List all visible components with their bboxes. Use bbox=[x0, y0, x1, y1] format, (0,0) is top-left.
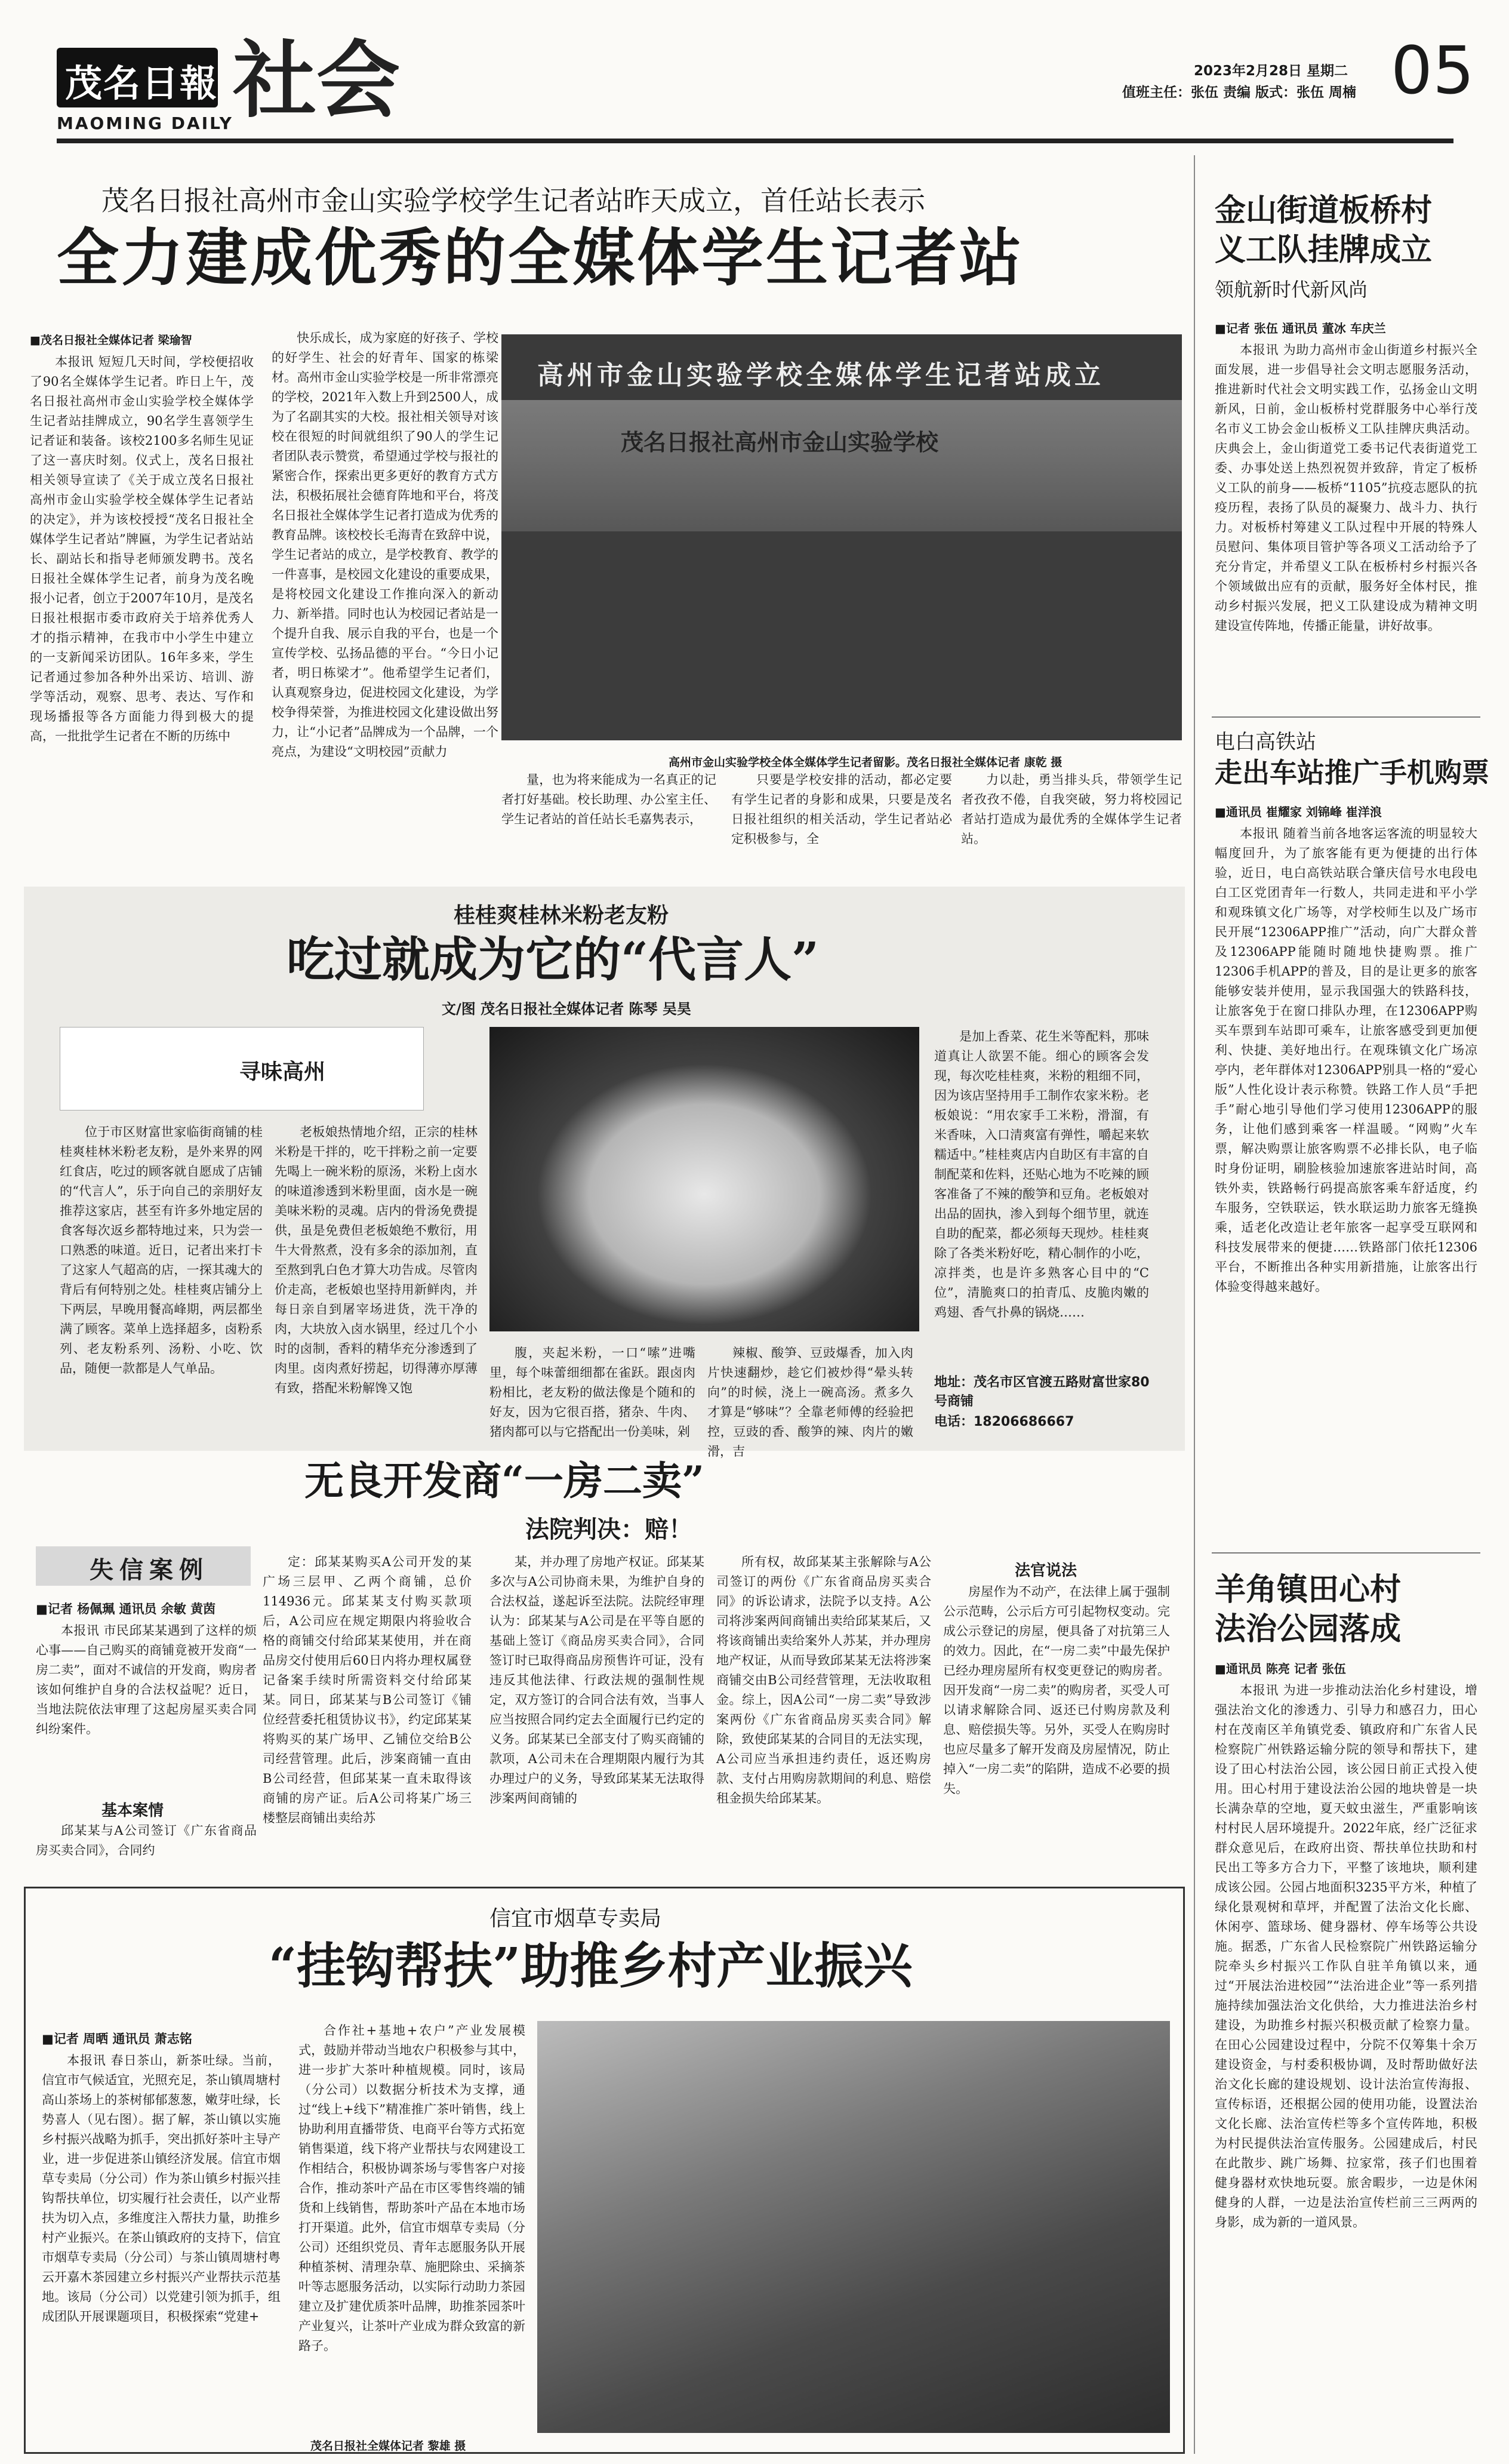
right-divider-1 bbox=[1212, 716, 1480, 718]
court-headline: 无良开发商“一房二卖” bbox=[304, 1457, 704, 1504]
court-column-4: 所有权，故邱某某主张解除与A公司签订的两份《广东省商品房买卖合同》的诉讼请求，法院予以支持。A公司将涉案两间商铺出卖给邱某某后，又将该商铺出卖给案外人苏某，并办理房地产权证，从而导致邱某某无法将涉案商铺交由B公司经营管理，无法收取租金。综上，因A公司“一房二卖”导致涉案两份《广东省商品房买卖合同》解除，致使邱某某的合同目的无法实现，A公司应当承担违约责任，返还购房款、支付占用购房款期间的利息、赔偿租金损失给邱某某。 bbox=[716, 1555, 931, 1805]
right-text-2: 本报讯 随着当前各地客运客流的明显较大幅度回升，为了旅客能有更为便捷的出行体验，近日，电白高铁站联合肇庆信号水电段电白工区党团青年一行数人，共同走进和平小学和观珠镇文化广场等，对学校师生以及广场市民开展“12306APP推广”活动，向广大群众普及12306APP能随时随地快捷购票。推广12306手机APP的普及，目的是让更多的旅客能够安装并使用，显示我国强大的铁路科技，让旅客免于在窗口排队办理，在12306APP购买车票到车站即可乘车，让旅客感受到更加便利、快捷、美好地出行。在观珠镇文化广场凉亭内，老年群体对12306APP别具一格的“爱心版”人性化设计表示称赞。铁路工作人员“手把手”耐心地引导他们学习使用12306APP的服务，让他们感到乘客一样温暖。“网购”火车票，解决购票让旅客购票不必排长队，电子临时身份证明，刷脸核验加速旅客进站时间，高铁外卖，铁路畅行码提高旅客乘车舒适度，约车服务，空铁联运，铁水联运助力旅客无缝换乘，适老化改造让老年旅客一起享受互联网和科技发展带来的便捷……铁路部门依托12306平台，不断推出各种实用新措施，让旅客出行体验变得越来越好。 bbox=[1215, 826, 1477, 1294]
tobacco-byline: ■记者 周晒 通讯员 萧志铭 bbox=[42, 2032, 192, 2046]
right-byline-3: ■通讯员 陈亮 记者 张伍 bbox=[1215, 1662, 1346, 1676]
court-subhead: 法院判决：赔！ bbox=[525, 1516, 692, 1543]
right-headline-1: 金山街道板桥村 义工队挂牌成立 bbox=[1215, 192, 1433, 268]
section-title: 社会 bbox=[233, 32, 401, 130]
court-column-2: 定：邱某某购买A公司开发的某广场三层甲、乙两个商铺，总价114936元。邱某某支付购买款项后，A公司应在规定期限内将验收合格的商铺交付给邱某某使用，并在商品房交付使用后60日内将办理权属登记备案手续时所需资料交付给邱某某。同日，邱某某与B公司签订《铺位经营委托租赁协议书》，约定邱某某将购买的某广场甲、乙铺位交给B公司经营管理。此后，涉案商铺一直由B公司经营，但邱某某一直未取得该商铺的房产证。后A公司将某广场三楼整层商铺出卖给苏 bbox=[263, 1555, 472, 1825]
photo-banner-text: 高州市金山实验学校全媒体学生记者站成立 bbox=[537, 360, 1104, 390]
lead-photo-caption: 高州市金山实验学校全体全媒体学生记者留影。茂名日报社全媒体记者 康乾 摄 bbox=[669, 756, 1063, 769]
rice-logo-banner bbox=[60, 1027, 424, 1111]
crowd-figures bbox=[501, 334, 1182, 740]
right-text-1: 本报讯 为助力高州市金山街道乡村振兴全面发展，进一步倡导社会文明志愿服务活动，推进新时代社会文明实践工作，弘扬金山文明新风，日前，金山板桥村党群服务中心举行茂名市义工协会金山板桥义工队挂牌庆典活动。庆典会上，金山街道党工委书记代表街道党工委、办事处送上热烈祝贺并致辞，肯定了板桥义工队的前身——板桥“1105”抗疫志愿队的抗疫历程，表扬了队员的凝聚力、战斗力、执行力。对板桥村筹建义工队过程中开展的特殊人员慰问、集体项目管护等各项义工活动给予了充分肯定，并希望义工队在板桥村乡村振兴各个领域做出应有的贡献，服务好全体村民，推动乡村振兴发展，把义工队建设成为精神文明建设宣传阵地，传播正能量，讲好故事。 bbox=[1215, 343, 1477, 633]
editors-line: 值班主任：张伍 责编 版式：张伍 周楠 bbox=[1122, 85, 1357, 100]
court-facts: 邱某某与A公司签订《广东省商品房买卖合同》，合同约 bbox=[36, 1823, 257, 1857]
court-badge-text: 失信案例 bbox=[90, 1556, 209, 1584]
lead-column-1: 本报讯 短短几天时间，学校便招收了90名全媒体学生记者。昨日上午，茂名日报社高州市金山实验学校全媒体学生记者站挂牌成立，90名学生喜领学生记者证和装备。该校2100多名师生见证了这一喜庆时刻。仪式上，茂名日报社相关领导宣读了《关于成立茂名日报社高州市金山实验学校全媒体学生记者站的决定》，并为该校授授“茂名日报社全媒体学生记者站”牌匾，为学生记者站站长、副站长和指导老师颁发聘书。茂名日报社全媒体学生记者，前身为茂名晚报小记者，创立于2007年10月，是茂名日报社根据市委市政府关于培养优秀人才的指示精神，在我市中小学生中建立的一支新闻采访团队。16年多来，学生记者通过参加各种外出采访、培训、游学等活动，观察、思考、表达、写作和现场播报等各方面能力得到极大的提高，一批批学生记者在不断的历练中 bbox=[30, 355, 254, 743]
lead-column-2: 快乐成长，成为家庭的好孩子、学校的好学生、社会的好青年、国家的栋梁材。高州市金山实验学校是一所非常漂亮的学校，2021年入数上升到2500人，成为了名副其实的大校。报社相关领导对该校在很短的时间就组织了90人的学生记者团队表示赞赏，希望通过学校与报社的紧密合作，探索出更多更好的教育方式方法，积极拓展社会德育阵地和平台，将茂名日报社全媒体学生记者打造成为优秀的教育品牌。该校校长毛海青在致辞中说，学生记者站的成立，是学校教育、教学的一件喜事，是校园文化建设的重要成果，是将校园文化建设工作推向深入的新动力、新举措。同时也认为校园记者站是一个提升自我、展示自我的平台，也是一个宣传学校、弘扬品德的平台。“今日小记者，明日栋梁才”。他希望学生记者们，认真观察身边，促进校园文化建设，为学校争得荣誉，为推进校园文化建设做出努力，让“小记者”品牌成为一个品牌，一个亮点，为建设“文明校园”贡献力 bbox=[272, 331, 498, 759]
court-intro: 本报讯 市民邱某某遇到了这样的烦心事——自己购买的商铺竟被开发商“一房二卖”，面对不诚信的开发商，购房者该如何维护自身的合法权益呢？近日，当地法院依法审理了这起房屋买卖合同纠纷案件。 bbox=[36, 1623, 257, 1736]
tobacco-headline: “挂钩帮扶”助推乡村产业振兴 bbox=[269, 1937, 913, 1995]
rice-column-3: 腹，夹起米粉，一口“嗦”进嘴里，每个味蕾细细都在雀跃。跟卤肉粉相比，老友粉的做法像是个随和的好友，因为它很百搭，猪杂、牛肉、猪肉都可以与它搭配出一份美味，剁 bbox=[489, 1346, 695, 1439]
court-byline: ■记者 杨佩珮 通讯员 余敏 黄茵 bbox=[36, 1602, 216, 1616]
masthead-logo bbox=[57, 48, 218, 107]
lead-column-4: 只要是学校安排的活动，都必定要有学生记者的身影和成果，只要是茂名日报社组织的相关活动，学生记者站必定积极参与，全 bbox=[731, 773, 952, 846]
right-headline-2: 走出车站推广手机购票 bbox=[1215, 756, 1489, 789]
tobacco-kicker: 信宜市烟草专卖局 bbox=[489, 1906, 662, 1931]
rice-column-5: 是加上香菜、花生米等配料，那味道真让人欲罢不能。细心的顾客会发现，每次吃桂桂爽，米粉的粗细不同，因为该店坚持用手工制作农家米粉。老板娘说：“用农家手工米粉，滑溜，有米香味，入口清爽富有弹性，嚼起来软糯适中。”桂桂爽店内自助区有丰富的自制配菜和佐料，还贴心地为不吃辣的顾客准备了不辣的酸笋和豆角。老板娘对出品的固执，渗入到每个细节里，就连自助的配菜，都必须每天现炒。桂桂爽除了各类米粉好吃，精心制作的小吃，凉拌类，也是许多熟客心目中的“C位”，清脆爽口的拍青瓜、皮脆肉嫩的鸡翅、香气扑鼻的锅烧…… bbox=[934, 1029, 1149, 1319]
masthead-logo-text: 茂名日報 bbox=[65, 61, 218, 105]
court-law-title: 法官说法 bbox=[1015, 1562, 1077, 1580]
court-law: 房屋作为不动产，在法律上属于强制公示范畴，公示后方可引起物权变动。完成公示登记的房屋，便具备了对抗第三人的效力。因此，在“一房二卖”中最先保护已经办理房屋所有权变更登记的购房者。因开发商“一房二卖”的购房者，买受人可以请求解除合同、返还已付购房款及利息、赔偿损失等。另外，买受人在购房时也应尽量多了解开发商及房屋情况，防止掉入“一房二卖”的陷阱，造成不必要的损失。 bbox=[943, 1585, 1170, 1796]
rice-kicker: 桂桂爽桂林米粉老友粉 bbox=[454, 903, 669, 928]
court-column-3: 某，并办理了房地产权证。邱某某多次与A公司协商未果，为维护自身的合法权益，遂起诉至法院。法院经审理认为：邱某某与A公司是在平等自愿的基础上签订《商品房买卖合同》，合同签订时已取得商品房预售许可证，没有违反其他法律、行政法规的强制性规定，双方签订的合同合法有效，当事人应当按照合同约定去全面履行已约定的义务。邱某某已全部支付了购买商铺的款项，A公司未在合理期限内履行为其办理过户的义务，导致邱某某无法取得涉案两间商铺的 bbox=[489, 1555, 704, 1805]
rice-column-4: 辣椒、酸笋、豆豉爆香，加入肉片快速翻炒，趁它们被炒得“晕头转向”的时候，浇上一碗高汤。煮多久才算是“够味”？全靠老师傅的经验把控，豆豉的香、酸笋的辣、肉片的嫩滑，吉 bbox=[707, 1346, 913, 1459]
right-divider-2 bbox=[1212, 1552, 1480, 1554]
photo-backdrop-text: 茂名日报社高州市金山实验学校 bbox=[621, 429, 939, 456]
right-byline-2: ■通讯员 崔耀家 刘锦峰 崔洋浪 bbox=[1215, 805, 1382, 819]
tobacco-column-2: 合作社+基地+农户”产业发展模式，鼓励并带动当地农户积极参与其中，进一步扩大茶叶种植规模。同时，该局（分公司）以数据分析技术为支撑，通过“线上+线下”精准推广茶叶销售，线上协助利用直播带货、电商平台等方式拓宽销售渠道，线下将产业帮扶与农网建设工作相结合，积极协调茶场与零售客户对接合作，推动茶叶产品在市区零售终端的铺货和上线销售，帮助茶叶产品在本地市场打开渠道。此外，信宜市烟草专卖局（分公司）还组织党员、青年志愿服务队开展种植茶树、清理杂草、施肥除虫、采摘茶叶等志愿服务活动，以实际行动助力茶园建立及扩建优质茶叶品牌，助推茶园茶叶产业复兴，让茶叶产业成为群众致富的新路子。 bbox=[298, 2023, 525, 2353]
court-badge bbox=[36, 1546, 251, 1586]
right-subhead-1: 领航新时代新风尚 bbox=[1215, 278, 1368, 301]
rice-address: 地址：茂名市区官渡五路财富世家80号商铺 bbox=[934, 1375, 1150, 1409]
right-headline-3: 羊角镇田心村 法治公园落成 bbox=[1215, 1571, 1402, 1647]
rice-headline: 吃过就成为它的“代言人” bbox=[287, 931, 820, 988]
tobacco-photo-credit: 茂名日报社全媒体记者 黎雄 摄 bbox=[310, 2440, 466, 2453]
lead-column-3: 量，也为将来能成为一名真正的记者打好基础。校长助理、办公室主任、学生记者站的首任站长毛嘉隽表示， bbox=[501, 773, 716, 826]
tobacco-photo bbox=[537, 2021, 1170, 2433]
court-facts-title: 基本案情 bbox=[101, 1802, 164, 1820]
right-byline-1: ■记者 张伍 通讯员 董冰 车庆兰 bbox=[1215, 321, 1386, 336]
lead-photo bbox=[501, 334, 1182, 740]
rice-column-1: 位于市区财富世家临街商铺的桂桂爽桂林米粉老友粉，是外来界的网红食店，吃过的顾客就自愿成了店铺的“代言人”，乐于向自己的亲朋好友推荐这家店，甚至有许多外地定居的食客每次返乡都特地过来，只为尝一口熟悉的味道。近日，记者出来打卡了这家人气超高的店，一探其魂大的背后有何特别之处。桂桂爽店铺分上下两层，早晚用餐高峰期，两层都坐满了顾客。菜单上选择超多，卤粉系列、老友粉系列、汤粉、小吃、饮品，随便一款都是人气单品。 bbox=[60, 1125, 263, 1376]
page-number: 05 bbox=[1391, 32, 1474, 109]
lead-byline: ■茂名日报社全媒体记者 梁瑜智 bbox=[30, 334, 192, 347]
rice-photo bbox=[489, 1027, 919, 1331]
lead-column-5: 力以赴，勇当排头兵，带领学生记者孜孜不倦，自我突破，努力将校园记者站打造成为最优秀的全媒体学生记者站。 bbox=[961, 773, 1182, 846]
lead-kicker: 茂名日报社高州市金山实验学校学生记者站昨天成立，首任站长表示 bbox=[101, 184, 925, 217]
lead-headline: 全力建成优秀的全媒体学生记者站 bbox=[57, 221, 1024, 294]
rice-byline: 文/图 茂名日报社全媒体记者 陈琴 吴昊 bbox=[442, 1001, 691, 1017]
tobacco-column-1: 本报讯 春日茶山，新茶吐绿。当前，信宜市气候适宜，光照充足，茶山镇周塘村高山茶场上的茶树郁郁葱葱，嫩芽吐绿，长势喜人（见右图）。据了解，茶山镇以实施乡村振兴战略为抓手，突出抓好茶叶主导产业，进一步促进茶山镇经济发展。信宜市烟草专卖局（分公司）作为茶山镇乡村振兴挂钩帮扶单位，切实履行社会责任，以产业帮扶为切入点，多维度注入帮扶力量，助推乡村产业振兴。在茶山镇政府的支持下，信宜市烟草专卖局（分公司）与茶山镇周塘村粤云开嘉木茶园建立乡村振兴产业帮扶示范基地。该局（分公司）以党建引领为抓手，组成团队开展课题项目，积极探索“党建+ bbox=[42, 2053, 281, 2324]
paper-name-en: MAOMING DAILY bbox=[57, 113, 233, 133]
right-text-3: 本报讯 为进一步推动法治化乡村建设，增强法治文化的渗透力、引导力和感召力，田心村在茂南区羊角镇党委、镇政府和广东省人民检察院广州铁路运输分院的领导和帮扶下，建设了田心村法治公园，该公园日前正式投入使用。田心村用于建设法治公园的地块曾是一块长满杂草的空地，夏天蚊虫滋生，严重影响该村村民人居环境提升。2022年底，经广泛征求群众意见后，在政府出资、帮扶单位扶助和村民出工等多方合力下，平整了该地块，顺利建成该公园。公园占地面积3235平方米，种植了绿化景观树和草坪，并配置了法治文化长廊、休闲亭、篮球场、健身器材、停车场等公共设施。据悉，广东省人民检察院广州铁路运输分院牵头乡村振兴工作队自驻羊角镇以来，通过“开展法治进校园”“法治进企业”等一系列措施持续加强法治文化供给，大力推进法治乡村建设，为助推乡村振兴积极贡献了检察力量。在田心公园建设过程中，分院不仅筹集十余万建设资金，与村委积极协调，及时帮助做好法治文化长廊的建设规划、设计法治宣传海报、宣传标语，还根据公园的使用功能，设置法治文化长廊、法治宣传栏等多个宣传阵地，积极为村民提供法治宣传服务。公园建成后，村民在此散步、跳广场舞、拉家常，孩子们也围着健身器材欢快地玩耍。旅舍暇步，一边是休闲健身的人群，一边是法治宣传栏前三三两两的身影，成为新的一道风景。 bbox=[1215, 1683, 1477, 2229]
rice-logo-text: 寻味高州 bbox=[239, 1059, 326, 1084]
rice-phone: 电话：18206686667 bbox=[934, 1414, 1074, 1429]
rice-column-2: 老板娘热情地介绍，正宗的桂林米粉是干拌的，吃干拌粉之前一定要先喝上一碗米粉的原汤，米粉上卤水的味道渗透到米粉里面，卤水是一碗美味米粉的灵魂。店内的骨汤免费提供，虽是免费但老板娘绝不敷衍，用牛大骨熬煮，没有多余的添加剂，直至熬到乳白色才算大功告成。尽管肉价走高，老板娘也坚持用新鲜肉，并每日亲自到屠宰场进货，洗干净的肉，大块放入卤水锅里，经过几个小时的卤制，香料的精华充分渗透到了肉里。卤肉煮好捞起，切得薄亦厚薄有致，搭配米粉解馋又饱 bbox=[275, 1125, 478, 1395]
right-kicker-2: 电白高铁站 bbox=[1215, 730, 1316, 754]
masthead-rule bbox=[57, 139, 1453, 143]
issue-date: 2023年2月28日 星期二 bbox=[1194, 63, 1348, 79]
vertical-divider bbox=[1194, 155, 1195, 2454]
